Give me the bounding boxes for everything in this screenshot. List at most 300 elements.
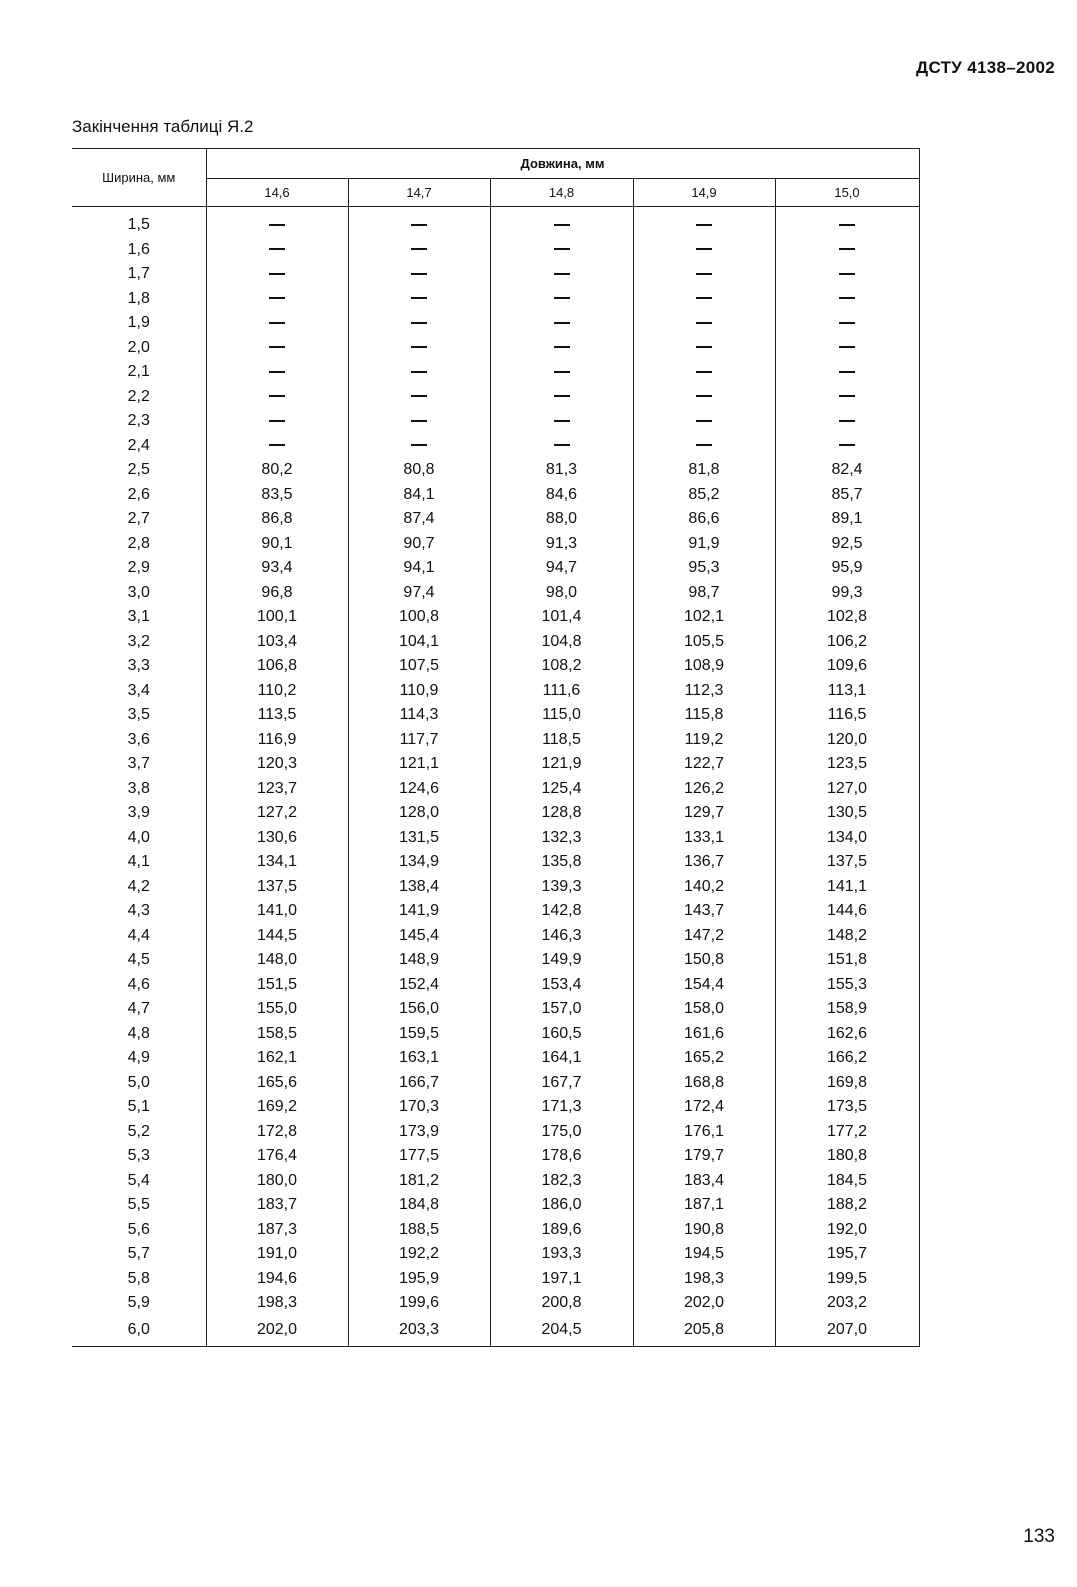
value-cell: 203,2 [775,1291,919,1316]
value-cell: 98,7 [633,581,775,606]
table-row [72,973,919,998]
dash-mark [269,248,285,250]
table-row [72,1095,919,1120]
table-row [72,777,919,802]
value-cell: 113,1 [775,679,919,704]
width-cell: 2,3 [72,409,206,434]
value-cell: 134,1 [206,850,348,875]
dash-mark [696,346,712,348]
value-cell [206,336,348,361]
width-cell: 4,0 [72,826,206,851]
width-cell: 3,2 [72,630,206,655]
value-cell: 121,1 [348,752,490,777]
value-cell: 87,4 [348,507,490,532]
width-cell: 2,7 [72,507,206,532]
value-cell [490,336,633,361]
width-cell: 4,2 [72,875,206,900]
value-cell: 84,1 [348,483,490,508]
dash-mark [554,224,570,226]
value-cell: 180,8 [775,1144,919,1169]
value-cell: 202,0 [206,1316,348,1347]
dash-mark [411,297,427,299]
table-row [72,207,919,238]
value-cell: 181,2 [348,1169,490,1194]
value-cell: 172,4 [633,1095,775,1120]
width-cell: 2,1 [72,360,206,385]
value-cell: 140,2 [633,875,775,900]
table-row [72,728,919,753]
value-cell [633,287,775,312]
dash-mark [269,273,285,275]
value-cell: 138,4 [348,875,490,900]
value-cell: 193,3 [490,1242,633,1267]
width-cell: 4,5 [72,948,206,973]
table-row [72,875,919,900]
table-header [72,149,919,207]
value-cell [348,360,490,385]
value-cell [206,207,348,238]
value-cell: 119,2 [633,728,775,753]
value-cell: 141,9 [348,899,490,924]
value-cell: 195,9 [348,1267,490,1292]
table-row [72,581,919,606]
value-cell: 95,3 [633,556,775,581]
dash-mark [411,444,427,446]
width-cell: 5,8 [72,1267,206,1292]
value-cell: 144,5 [206,924,348,949]
table-row [72,997,919,1022]
value-cell [490,311,633,336]
dash-mark [269,224,285,226]
value-cell: 183,4 [633,1169,775,1194]
table-row [72,630,919,655]
width-cell: 3,9 [72,801,206,826]
value-cell: 95,9 [775,556,919,581]
value-cell: 110,9 [348,679,490,704]
value-cell: 92,5 [775,532,919,557]
dash-mark [554,420,570,422]
value-cell: 139,3 [490,875,633,900]
value-cell: 100,8 [348,605,490,630]
value-cell: 100,1 [206,605,348,630]
value-cell: 155,0 [206,997,348,1022]
width-cell: 2,9 [72,556,206,581]
width-cell: 4,6 [72,973,206,998]
value-cell: 120,3 [206,752,348,777]
dash-mark [839,273,855,275]
dash-mark [411,346,427,348]
value-cell: 97,4 [348,581,490,606]
value-cell: 192,0 [775,1218,919,1243]
dash-mark [269,371,285,373]
value-cell: 191,0 [206,1242,348,1267]
width-column-header: Ширина, мм [72,149,206,207]
value-cell: 98,0 [490,581,633,606]
value-cell: 205,8 [633,1316,775,1347]
length-col-header: 15,0 [775,179,919,207]
value-cell: 156,0 [348,997,490,1022]
value-cell: 101,4 [490,605,633,630]
value-cell: 152,4 [348,973,490,998]
value-cell: 184,5 [775,1169,919,1194]
value-cell: 195,7 [775,1242,919,1267]
dash-mark [696,273,712,275]
value-cell: 123,7 [206,777,348,802]
value-cell: 80,8 [348,458,490,483]
value-cell: 108,9 [633,654,775,679]
table-row [72,899,919,924]
dash-mark [411,395,427,397]
table-row [72,483,919,508]
value-cell: 148,9 [348,948,490,973]
value-cell: 96,8 [206,581,348,606]
value-cell: 107,5 [348,654,490,679]
width-cell: 4,7 [72,997,206,1022]
value-cell: 155,3 [775,973,919,998]
value-cell: 149,9 [490,948,633,973]
table-row [72,1120,919,1145]
value-cell: 105,5 [633,630,775,655]
table-row [72,850,919,875]
value-cell: 170,3 [348,1095,490,1120]
value-cell: 136,7 [633,850,775,875]
value-cell: 85,2 [633,483,775,508]
value-cell: 85,7 [775,483,919,508]
value-cell [775,385,919,410]
value-cell [348,336,490,361]
value-cell [775,409,919,434]
value-cell: 161,6 [633,1022,775,1047]
value-cell: 166,7 [348,1071,490,1096]
value-cell: 130,5 [775,801,919,826]
dash-mark [554,444,570,446]
value-cell: 120,0 [775,728,919,753]
dash-mark [411,420,427,422]
value-cell: 81,8 [633,458,775,483]
value-cell [490,238,633,263]
width-cell: 1,9 [72,311,206,336]
value-cell: 86,6 [633,507,775,532]
dash-mark [411,224,427,226]
width-cell: 2,4 [72,434,206,459]
value-cell: 148,0 [206,948,348,973]
dash-mark [554,322,570,324]
width-cell: 1,6 [72,238,206,263]
width-cell: 3,6 [72,728,206,753]
value-cell: 113,5 [206,703,348,728]
dash-mark [696,444,712,446]
dash-mark [554,395,570,397]
table-row [72,1242,919,1267]
value-cell: 164,1 [490,1046,633,1071]
value-cell [775,262,919,287]
value-cell: 158,0 [633,997,775,1022]
value-cell: 204,5 [490,1316,633,1347]
value-cell: 147,2 [633,924,775,949]
dash-mark [411,371,427,373]
value-cell [206,238,348,263]
value-cell: 108,2 [490,654,633,679]
dash-mark [839,346,855,348]
value-cell: 116,9 [206,728,348,753]
value-cell: 188,5 [348,1218,490,1243]
value-cell: 172,8 [206,1120,348,1145]
dash-mark [696,224,712,226]
value-cell: 122,7 [633,752,775,777]
value-cell: 200,8 [490,1291,633,1316]
value-cell: 131,5 [348,826,490,851]
table-row [72,1046,919,1071]
width-cell: 1,8 [72,287,206,312]
value-cell [775,311,919,336]
width-cell: 4,4 [72,924,206,949]
value-cell: 115,8 [633,703,775,728]
value-cell: 124,6 [348,777,490,802]
table-row [72,1316,919,1347]
value-cell: 177,5 [348,1144,490,1169]
value-cell: 126,2 [633,777,775,802]
value-cell: 115,0 [490,703,633,728]
value-cell: 197,1 [490,1267,633,1292]
value-cell: 190,8 [633,1218,775,1243]
value-cell: 141,1 [775,875,919,900]
value-cell: 199,5 [775,1267,919,1292]
value-cell: 106,2 [775,630,919,655]
value-cell: 93,4 [206,556,348,581]
value-cell: 83,5 [206,483,348,508]
table-row [72,752,919,777]
value-cell: 117,7 [348,728,490,753]
value-cell: 168,8 [633,1071,775,1096]
value-cell: 166,2 [775,1046,919,1071]
table-row [72,924,919,949]
dash-mark [696,395,712,397]
value-cell [633,336,775,361]
value-cell: 141,0 [206,899,348,924]
dash-mark [411,322,427,324]
width-cell: 4,3 [72,899,206,924]
value-cell [633,262,775,287]
value-cell: 110,2 [206,679,348,704]
value-cell: 84,6 [490,483,633,508]
value-cell: 86,8 [206,507,348,532]
value-cell [633,385,775,410]
value-cell: 153,4 [490,973,633,998]
value-cell: 180,0 [206,1169,348,1194]
value-cell [490,262,633,287]
dash-mark [269,420,285,422]
value-cell: 132,3 [490,826,633,851]
width-cell: 2,6 [72,483,206,508]
value-cell [775,238,919,263]
value-cell: 146,3 [490,924,633,949]
value-cell: 202,0 [633,1291,775,1316]
width-cell: 2,0 [72,336,206,361]
value-cell: 150,8 [633,948,775,973]
value-cell: 159,5 [348,1022,490,1047]
value-cell: 173,9 [348,1120,490,1145]
width-cell: 5,5 [72,1193,206,1218]
value-cell: 151,8 [775,948,919,973]
value-cell [206,434,348,459]
value-cell: 176,1 [633,1120,775,1145]
value-cell: 109,6 [775,654,919,679]
table-row [72,679,919,704]
dash-mark [269,346,285,348]
table-row [72,1291,919,1316]
value-cell [348,311,490,336]
dash-mark [554,371,570,373]
width-cell: 3,5 [72,703,206,728]
table-row [72,1022,919,1047]
table-row [72,360,919,385]
value-cell: 129,7 [633,801,775,826]
value-cell [775,336,919,361]
value-cell: 177,2 [775,1120,919,1145]
value-cell: 91,9 [633,532,775,557]
dash-mark [411,248,427,250]
width-cell: 1,7 [72,262,206,287]
value-cell: 144,6 [775,899,919,924]
value-cell: 134,9 [348,850,490,875]
value-cell [348,385,490,410]
width-cell: 4,1 [72,850,206,875]
value-cell: 89,1 [775,507,919,532]
value-cell: 134,0 [775,826,919,851]
width-cell: 6,0 [72,1316,206,1347]
value-cell: 112,3 [633,679,775,704]
dash-mark [269,297,285,299]
value-cell: 160,5 [490,1022,633,1047]
width-cell: 5,9 [72,1291,206,1316]
value-cell [775,287,919,312]
value-cell: 198,3 [633,1267,775,1292]
width-cell: 5,2 [72,1120,206,1145]
data-table [72,148,920,1347]
value-cell: 187,1 [633,1193,775,1218]
width-cell: 3,7 [72,752,206,777]
width-cell: 3,4 [72,679,206,704]
value-cell: 102,1 [633,605,775,630]
value-cell: 199,6 [348,1291,490,1316]
table-row [72,409,919,434]
table-row [72,1169,919,1194]
table-row [72,336,919,361]
value-cell: 135,8 [490,850,633,875]
value-cell: 203,3 [348,1316,490,1347]
value-cell: 162,6 [775,1022,919,1047]
value-cell [633,207,775,238]
value-cell: 103,4 [206,630,348,655]
value-cell: 81,3 [490,458,633,483]
value-cell: 106,8 [206,654,348,679]
width-cell: 5,4 [72,1169,206,1194]
value-cell: 94,7 [490,556,633,581]
dash-mark [411,273,427,275]
value-cell: 145,4 [348,924,490,949]
dash-mark [269,322,285,324]
dash-mark [554,273,570,275]
value-cell [206,409,348,434]
value-cell: 99,3 [775,581,919,606]
value-cell: 186,0 [490,1193,633,1218]
table-row [72,703,919,728]
value-cell [348,238,490,263]
width-cell: 4,9 [72,1046,206,1071]
table-caption: Закінчення таблиці Я.2 [72,117,254,136]
value-cell [775,207,919,238]
table-row [72,507,919,532]
value-cell: 127,0 [775,777,919,802]
value-cell: 207,0 [775,1316,919,1347]
dash-mark [269,395,285,397]
table-row [72,1218,919,1243]
table-row [72,605,919,630]
value-cell: 162,1 [206,1046,348,1071]
standard-code: ДСТУ 4138–2002 [916,58,1055,77]
dash-mark [839,444,855,446]
dash-mark [839,420,855,422]
value-cell [348,262,490,287]
value-cell: 176,4 [206,1144,348,1169]
value-cell: 169,8 [775,1071,919,1096]
dash-mark [554,297,570,299]
table-row [72,1144,919,1169]
value-cell: 104,8 [490,630,633,655]
value-cell: 128,8 [490,801,633,826]
value-cell [206,385,348,410]
width-cell: 3,8 [72,777,206,802]
value-cell: 171,3 [490,1095,633,1120]
width-cell: 2,2 [72,385,206,410]
value-cell: 167,7 [490,1071,633,1096]
value-cell: 192,2 [348,1242,490,1267]
width-cell: 4,8 [72,1022,206,1047]
dash-mark [696,420,712,422]
value-cell: 142,8 [490,899,633,924]
value-cell: 121,9 [490,752,633,777]
value-cell: 114,3 [348,703,490,728]
width-cell: 3,1 [72,605,206,630]
value-cell [206,311,348,336]
value-cell [490,360,633,385]
width-cell: 2,8 [72,532,206,557]
length-col-header: 14,9 [633,179,775,207]
value-cell: 169,2 [206,1095,348,1120]
dash-mark [839,248,855,250]
value-cell: 151,5 [206,973,348,998]
value-cell [633,311,775,336]
value-cell: 157,0 [490,997,633,1022]
value-cell: 148,2 [775,924,919,949]
value-cell [206,262,348,287]
table-row [72,801,919,826]
table-row [72,385,919,410]
table-row [72,1193,919,1218]
value-cell: 91,3 [490,532,633,557]
value-cell: 130,6 [206,826,348,851]
page-number: 133 [1023,1526,1055,1547]
value-cell: 188,2 [775,1193,919,1218]
value-cell: 90,1 [206,532,348,557]
value-cell [633,238,775,263]
table-row [72,1071,919,1096]
value-cell: 88,0 [490,507,633,532]
width-cell: 5,1 [72,1095,206,1120]
width-cell: 5,7 [72,1242,206,1267]
value-cell: 128,0 [348,801,490,826]
value-cell: 94,1 [348,556,490,581]
